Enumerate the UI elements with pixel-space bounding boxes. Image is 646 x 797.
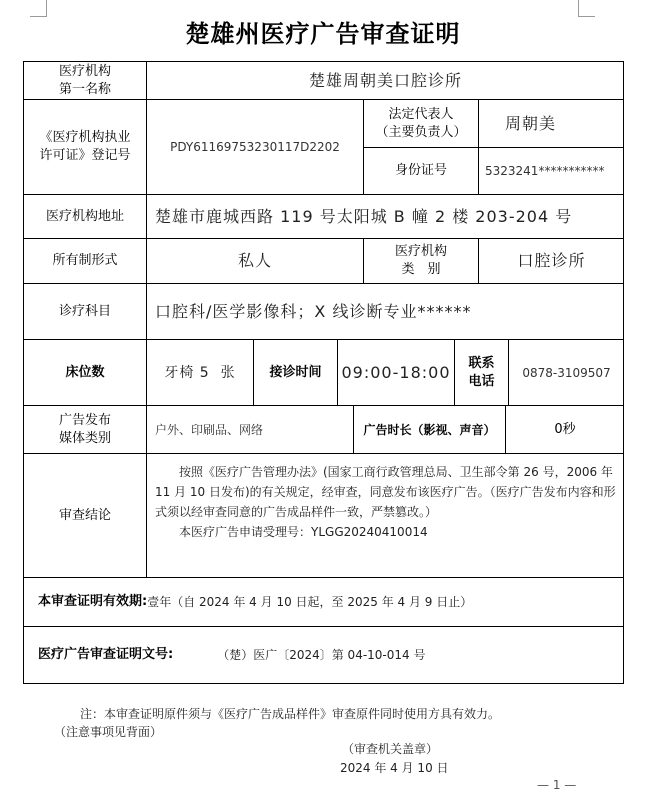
application-number: 本医疗广告申请受理号：YLGG20240410014	[179, 525, 428, 539]
label-hours: 接诊时间	[254, 340, 338, 406]
page-number: — 1 —	[537, 778, 577, 792]
label-license: 《医疗机构执业 许可证》登记号	[24, 100, 147, 195]
label-ownership: 所有制形式	[24, 239, 147, 284]
page-title: 楚雄州医疗广告审查证明	[185, 20, 461, 48]
value-conclusion	[147, 454, 624, 578]
label-beds: 床位数	[24, 340, 147, 406]
value-org-type: 口腔诊所	[479, 239, 624, 284]
value-org-name: 楚雄周朝美口腔诊所	[147, 62, 624, 100]
label-doc-no: 医疗广告审查证明文号:	[38, 647, 174, 662]
value-departments: 口腔科/医学影像科；X 线诊断专业******	[147, 284, 624, 340]
value-address: 楚雄市鹿城西路 119 号太阳城 B 幢 2 楼 203-204 号	[147, 195, 624, 239]
footer-note-back: （注意事项见背面）	[54, 725, 163, 739]
value-phone: 0878-3109507	[509, 340, 624, 406]
label-id-no: 身份证号	[364, 148, 479, 195]
value-media: 户外、印刷品、网络	[147, 406, 354, 454]
value-validity: 壹年（自 2024 年 4 月 10 日起，至 2025 年 4 月 9 日止）	[147, 595, 473, 609]
value-hours: 09:00-18:00	[338, 340, 455, 406]
value-beds: 牙椅 5 张	[147, 340, 254, 406]
value-license: PDY61169753230117D2202	[147, 100, 364, 195]
doc-number-row	[24, 627, 624, 683]
issue-date: 2024 年 4 月 10 日	[340, 761, 449, 775]
label-departments: 诊疗科目	[24, 284, 147, 340]
certificate-table	[23, 61, 624, 684]
label-legal-rep: 法定代表人 （主要负责人）	[364, 100, 479, 148]
label-address: 医疗机构地址	[24, 195, 147, 239]
value-id-no: 5323241***********	[479, 148, 624, 195]
label-org-type: 医疗机构 类 别	[364, 239, 479, 284]
conclusion-text: 按照《医疗广告管理办法》(国家工商行政管理总局、卫生部令第 26 号，2006 年 11 月 10 日发布)的有关规定，经审查，同意发布该医疗广告。（医疗广告发布内容和形式须以经审查同意的广告成品样件一致，严禁篡改。）	[155, 465, 616, 519]
value-legal-rep: 周朝美	[479, 100, 624, 148]
label-conclusion: 审查结论	[24, 454, 147, 578]
value-ownership: 私人	[147, 239, 364, 284]
label-validity: 本审查证明有效期:	[38, 594, 148, 609]
label-phone: 联系 电话	[455, 340, 509, 406]
label-org-name: 医疗机构 第一名称	[24, 62, 147, 100]
label-duration: 广告时长（影视、声音）	[354, 406, 506, 454]
value-duration: 0秒	[506, 406, 624, 454]
validity-row	[24, 578, 624, 627]
value-doc-no: （楚）医广〔2024〕第 04-10-014 号	[217, 648, 426, 662]
footer-note: 注：本审查证明原件须与《医疗广告成品样件》审查原件同时使用方具有效力。	[80, 707, 501, 721]
label-media: 广告发布 媒体类别	[24, 406, 147, 454]
seal-label: （审查机关盖章）	[342, 742, 439, 756]
